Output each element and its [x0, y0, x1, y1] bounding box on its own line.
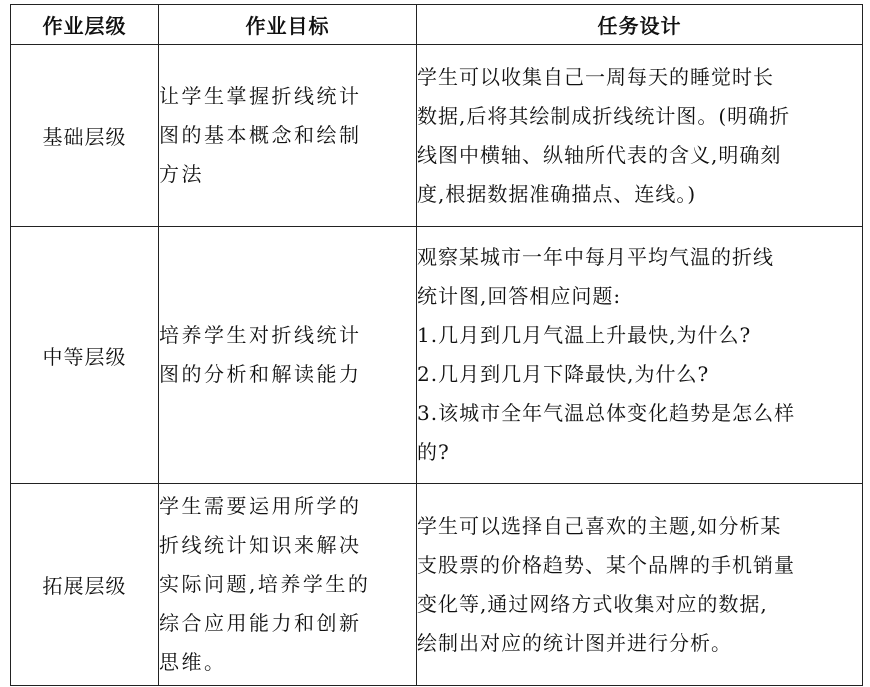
task-line: 观察某城市一年中每月平均气温的折线	[417, 245, 774, 269]
table-row	[11, 45, 863, 227]
goal-line: 图的基本概念和绘制	[159, 123, 362, 147]
goal-line: 思维。	[159, 650, 227, 674]
level-cell: 中等层级	[11, 227, 159, 484]
goal-line: 方法	[159, 162, 204, 186]
task-line: 学生可以选择自己喜欢的主题,如分析某	[417, 513, 782, 538]
table-row	[11, 227, 863, 484]
goal-line: 让学生掌握折线统计	[159, 84, 362, 108]
level-cell: 拓展层级	[11, 484, 159, 686]
goal-cell	[159, 227, 417, 484]
homework-design-table	[10, 4, 863, 686]
goal-line: 图的分析和解读能力	[159, 362, 362, 386]
task-line: 3.该城市全年气温总体变化趋势是怎么样	[417, 401, 796, 425]
header-level: 作业层级	[11, 5, 159, 45]
task-line: 数据,后将其绘制成折线统计图。(明确折	[417, 103, 791, 128]
table-row	[11, 484, 863, 686]
task-line: 绘制出对应的统计图并进行分析。	[417, 630, 732, 655]
goal-cell	[159, 484, 417, 686]
goal-line: 实际问题,培养学生的	[159, 572, 371, 596]
task-line: 2.几月到几月下降最快,为什么?	[417, 362, 710, 386]
task-cell	[417, 45, 863, 227]
header-task: 任务设计	[417, 5, 863, 45]
task-line: 线图中横轴、纵轴所代表的含义,明确刻	[417, 142, 782, 167]
header-goal: 作业目标	[159, 5, 417, 45]
goal-line: 综合应用能力和创新	[159, 611, 362, 635]
task-line: 支股票的价格趋势、某个品牌的手机销量	[417, 552, 795, 577]
goal-cell	[159, 45, 417, 227]
task-line: 学生可以收集自己一周每天的睡觉时长	[417, 64, 774, 89]
goal-line: 折线统计知识来解决	[159, 533, 362, 557]
task-line: 1.几月到几月气温上升最快,为什么?	[417, 323, 752, 347]
task-cell	[417, 227, 863, 484]
level-cell: 基础层级	[11, 45, 159, 227]
task-line: 统计图,回答相应问题:	[417, 284, 622, 308]
header-row	[11, 5, 863, 45]
goal-line: 学生需要运用所学的	[159, 494, 362, 518]
task-line: 度,根据数据准确描点、连线。)	[417, 181, 697, 206]
goal-line: 培养学生对折线统计	[159, 323, 362, 347]
task-cell	[417, 484, 863, 686]
task-line: 的?	[417, 440, 450, 464]
task-line: 变化等,通过网络方式收集对应的数据,	[417, 591, 768, 616]
